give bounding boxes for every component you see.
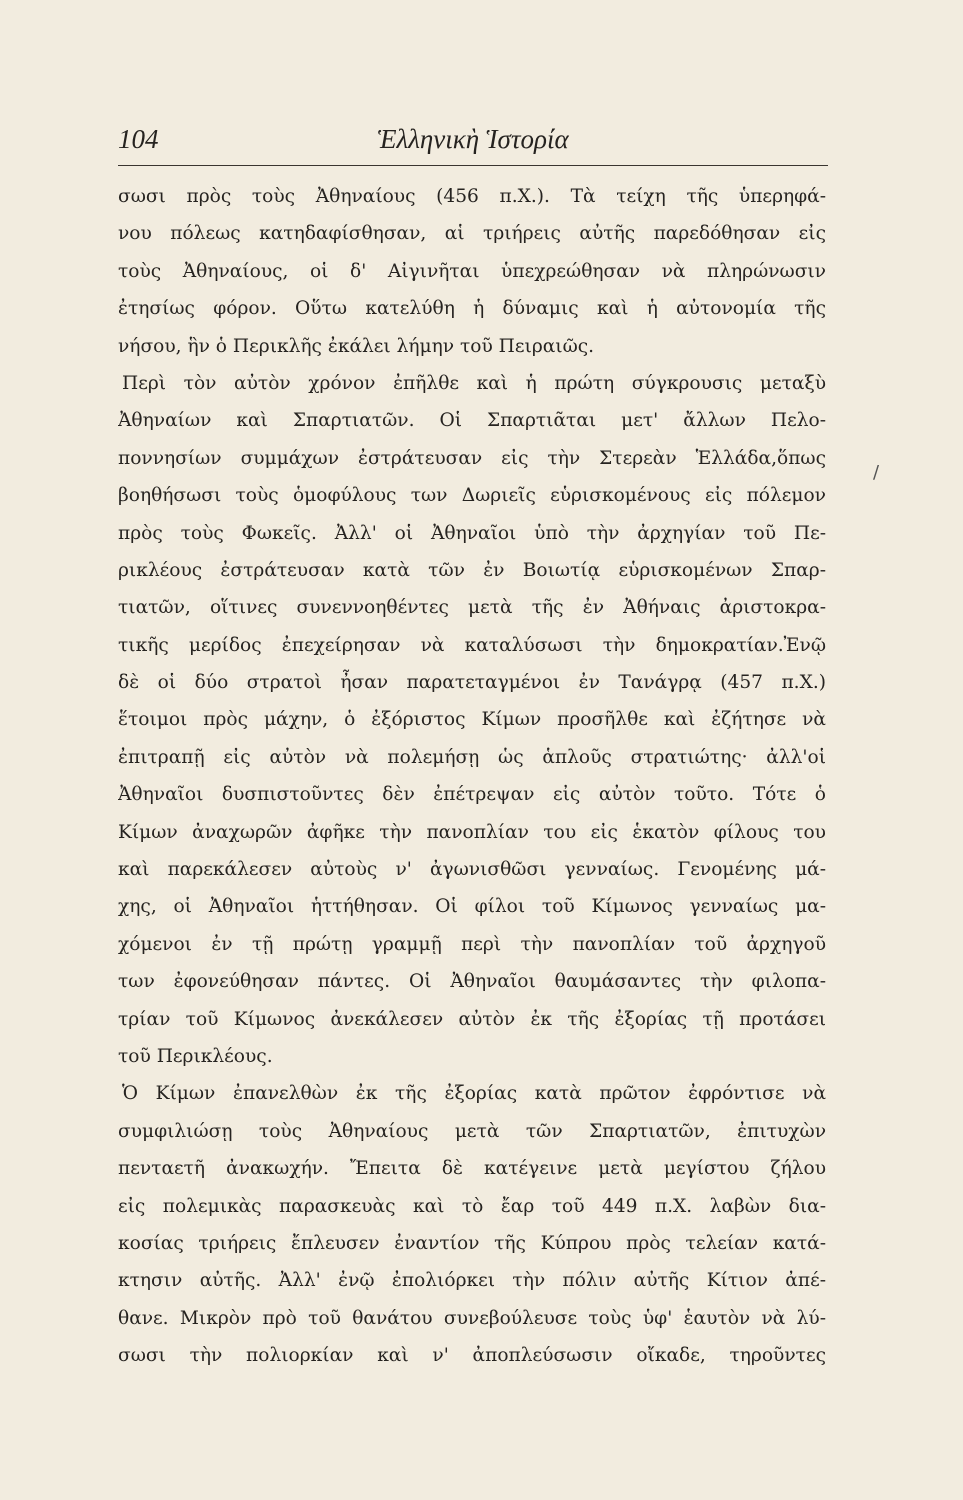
text-line: ἐτησίως φόρον. Οὕτω κατελύθη ἡ δύναμις καὶ ἡ αὐτονομία τῆς (118, 298, 826, 320)
text-line: ἐπιτραπῇ εἰς αὐτὸν νὰ πολεμήσῃ ὡς ἁπλοῦς στρατιώτης· ἀλλ'οἱ (118, 746, 826, 768)
text-line: ρικλέους ἐστράτευσαν κατὰ τῶν ἐν Βοιωτίᾳ εὑρισκομένων Σπαρ- (118, 559, 826, 581)
page-number: 104 (118, 124, 159, 154)
text-line: συμφιλιώσῃ τοὺς Ἀθηναίους μετὰ τῶν Σπαρτιατῶν, ἐπιτυχὼν (118, 1120, 826, 1142)
text-line: σωσι τὴν πολιορκίαν καὶ ν' ἀποπλεύσωσιν οἴκαδε, τηροῦντες (118, 1345, 826, 1367)
text-line: νήσου, ἣν ὁ Περικλῆς ἐκάλει λήμην τοῦ Πειραιῶς. (118, 335, 595, 357)
page-header (118, 118, 828, 168)
text-line: τρίαν τοῦ Κίμωνος ἀνεκάλεσεν αὐτὸν ἐκ τῆς ἐξορίας τῇ προτάσει (118, 1008, 826, 1030)
text-line: βοηθήσωσι τοὺς ὁμοφύλους των Δωριεῖς εὑρισκομένους εἰς πόλεμον (118, 485, 826, 507)
text-line: καὶ παρεκάλεσεν αὐτοὺς ν' ἀγωνισθῶσι γενναίως. Γενομένης μά- (118, 859, 826, 881)
text-line: τοῦ Περικλέους. (118, 1045, 273, 1067)
text-line: Ἀθηναῖοι δυσπιστοῦντες δὲν ἐπέτρεψαν εἰς αὐτὸν τοῦτο. Τότε ὁ (118, 784, 826, 806)
body-text (118, 178, 826, 1375)
text-line: θανε. Μικρὸν πρὸ τοῦ θανάτου συνεβούλευσε τοὺς ὑφ' ἑαυτὸν νὰ λύ- (118, 1307, 826, 1329)
text-line: Ὁ Κίμων ἐπανελθὼν ἐκ τῆς ἐξορίας κατὰ πρῶτον ἐφρόντισε νὰ (122, 1083, 826, 1105)
text-line: Ἀθηναίων καὶ Σπαρτιατῶν. Οἱ Σπαρτιᾶται μετ' ἄλλων Πελο- (118, 410, 826, 432)
text-line: τοὺς Ἀθηναίους, οἱ δ' Αἰγινῆται ὑπεχρεώθησαν νὰ πληρώνωσιν (118, 260, 826, 282)
margin-pencil-mark: / (873, 462, 880, 483)
text-line: σωσι πρὸς τοὺς Ἀθηναίους (456 π.Χ.). Τὰ τείχη τῆς ὑπερηφά- (118, 186, 826, 207)
text-line: πρὸς τοὺς Φωκεῖς. Ἀλλ' οἱ Ἀθηναῖοι ὑπὸ τὴν ἀρχηγίαν τοῦ Πε- (118, 522, 826, 544)
text-line: ἕτοιμοι πρὸς μάχην, ὁ ἐξόριστος Κίμων προσῆλθε καὶ ἐζήτησε νὰ (118, 709, 826, 731)
text-line: τιατῶν, οἵτινες συνεννοηθέντες μετὰ τῆς ἐν Ἀθήναις ἀριστοκρα- (118, 597, 826, 619)
running-title: Ἑλληνικὴ Ἱστορία (377, 124, 569, 154)
text-line: νου πόλεως κατηδαφίσθησαν, αἱ τριήρεις αὐτῆς παρεδόθησαν εἰς (118, 223, 826, 245)
text-line: τικῆς μερίδος ἐπεχείρησαν νὰ καταλύσωσι τὴν δημοκρατίαν.Ἐνῷ (118, 634, 826, 656)
text-line: χόμενοι ἐν τῇ πρώτῃ γραμμῇ περὶ τὴν πανοπλίαν τοῦ ἀρχηγοῦ (118, 933, 826, 955)
text-line: Κίμων ἀναχωρῶν ἀφῆκε τὴν πανοπλίαν του εἰς ἑκατὸν φίλους του (118, 821, 826, 843)
text-line: ποννησίων συμμάχων ἐστράτευσαν εἰς τὴν Στερεὰν Ἑλλάδα,ὅπως (118, 447, 826, 469)
text-line: κοσίας τριήρεις ἔπλευσεν ἐναντίον τῆς Κύπρου πρὸς τελείαν κατά- (118, 1232, 826, 1254)
header-rule (118, 165, 828, 166)
text-line: εἰς πολεμικὰς παρασκευὰς καὶ τὸ ἔαρ τοῦ 449 π.Χ. λαβὼν δια- (118, 1195, 826, 1217)
text-line: πενταετῆ ἀνακωχήν. Ἔπειτα δὲ κατέγεινε μετὰ μεγίστου ζήλου (118, 1158, 826, 1180)
text-line: χης, οἱ Ἀθηναῖοι ἡττήθησαν. Οἱ φίλοι τοῦ Κίμωνος γενναίως μα- (118, 896, 826, 918)
text-line: δὲ οἱ δύο στρατοὶ ἦσαν παρατεταγμένοι ἐν Τανάγρᾳ (457 π.Χ.) (118, 672, 826, 694)
text-line: Περὶ τὸν αὐτὸν χρόνον ἐπῆλθε καὶ ἡ πρώτη σύγκρουσις μεταξὺ (122, 372, 826, 394)
text-line: των ἐφονεύθησαν πάντες. Οἱ Ἀθηναῖοι θαυμάσαντες τὴν φιλοπα- (118, 971, 826, 993)
text-line: κτησιν αὐτῆς. Ἀλλ' ἐνῷ ἐπολιόρκει τὴν πόλιν αὐτῆς Κίτιον ἀπέ- (118, 1270, 826, 1292)
